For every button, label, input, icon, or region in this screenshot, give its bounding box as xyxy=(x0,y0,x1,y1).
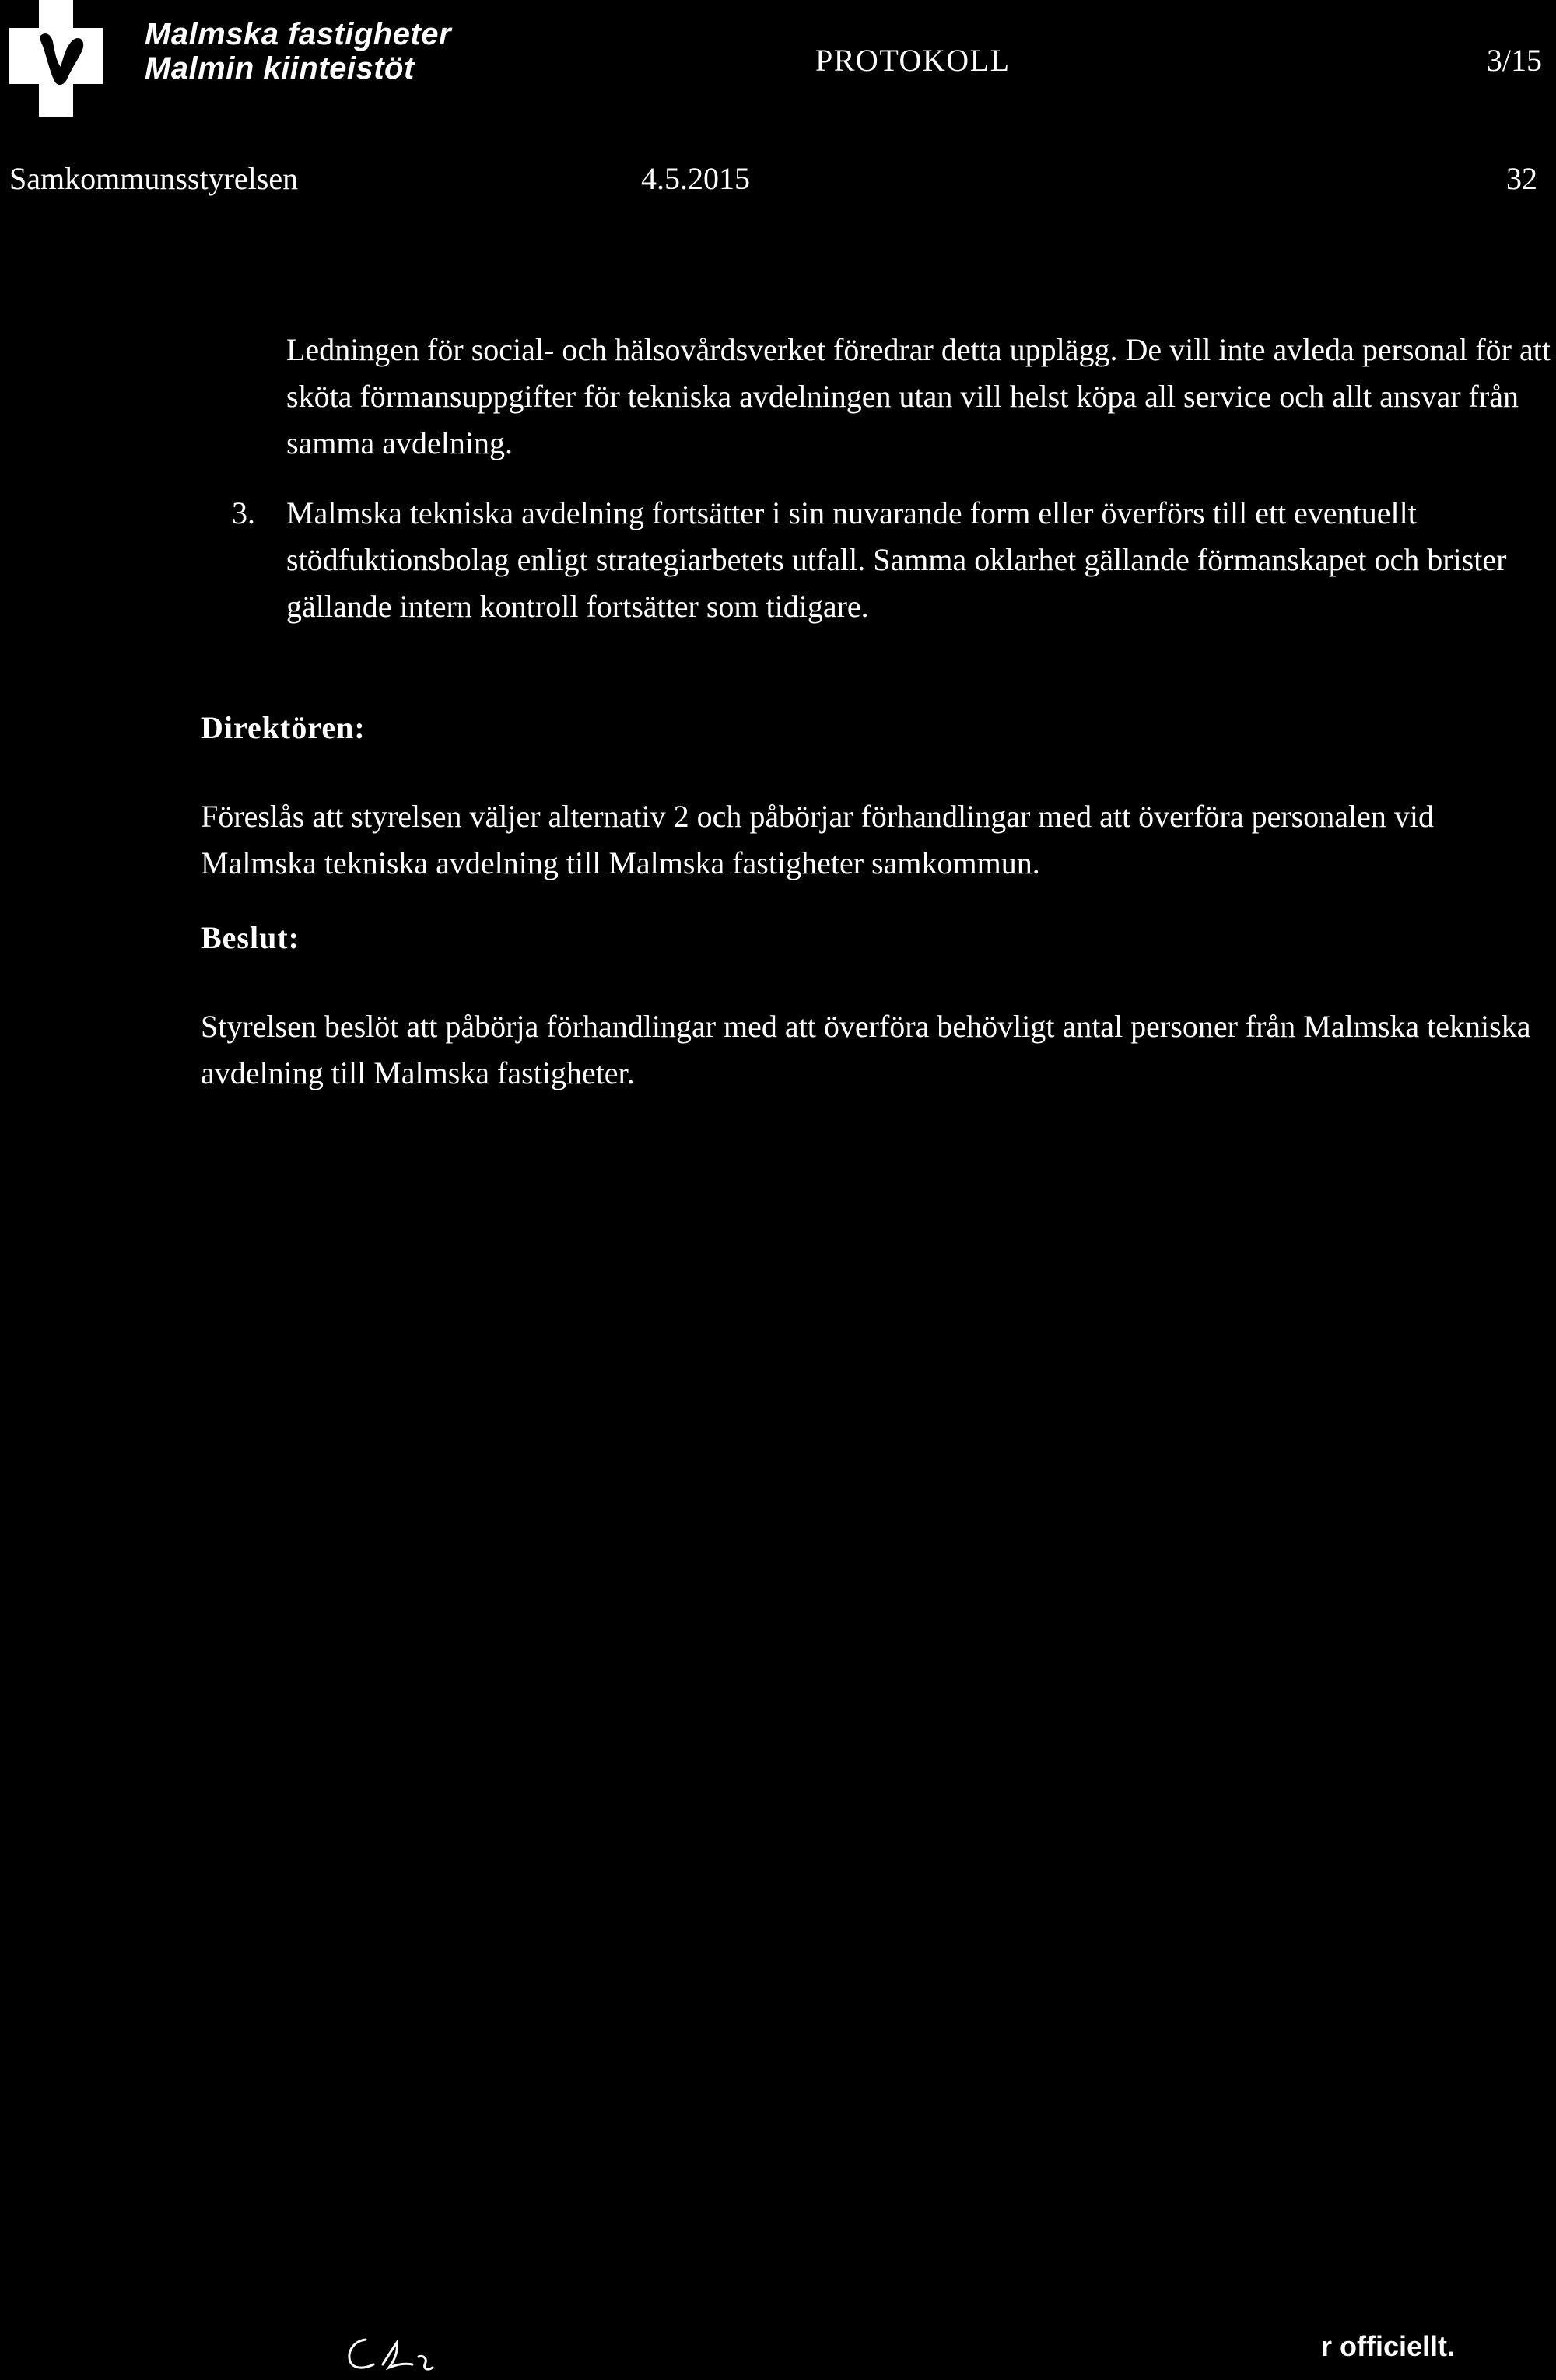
meeting-date: 4.5.2015 xyxy=(641,161,750,196)
section-number: 32 xyxy=(1506,161,1537,196)
org-name-finnish: Malmin kiinteistöt xyxy=(145,51,415,86)
committee-name: Samkommunsstyrelsen xyxy=(9,161,299,196)
footer-note: r officiellt. xyxy=(1321,2330,1456,2362)
director-proposal: Föreslås att styrelsen väljer alternativ 2 och påbörjar förhandlingar med att överföra personalen vid Malmska tekniska avdelning till Malmska fastigheter samkommun. xyxy=(201,799,1434,880)
municipal-cross-logo-icon xyxy=(9,0,103,117)
intro-paragraph: Ledningen för social- och hälsovårdsverket föredrar detta upplägg. De vill inte avleda personal för att sköta förmansuppgifter för tekniska avdelningen utan vill helst köpa all service och allt ansvar från samma avdelning. xyxy=(286,332,1551,460)
decision-heading: Beslut: xyxy=(201,920,300,955)
director-heading: Direktören: xyxy=(201,710,366,745)
org-name-swedish: Malmska fastigheter xyxy=(145,17,452,51)
list-item-text: Malmska tekniska avdelning fortsätter i sin nuvarande form eller överförs till ett eventuellt stödfuktionsbolag enligt strategiarbetets utfall. Samma oklarhet gällande förmanskapet och brister gällande intern kontroll fortsätter som tidigare. xyxy=(286,495,1507,624)
decision-text: Styrelsen beslöt att påbörja förhandlingar med att överföra behövligt antal personer från Malmska tekniska avdelning till Malmska fastigheter. xyxy=(201,1009,1531,1090)
list-item-number: 3. xyxy=(232,495,255,530)
document-type: PROTOKOLL xyxy=(815,43,1011,78)
page-number: 3/15 xyxy=(1486,43,1542,78)
handwritten-initials-icon xyxy=(342,2326,459,2380)
